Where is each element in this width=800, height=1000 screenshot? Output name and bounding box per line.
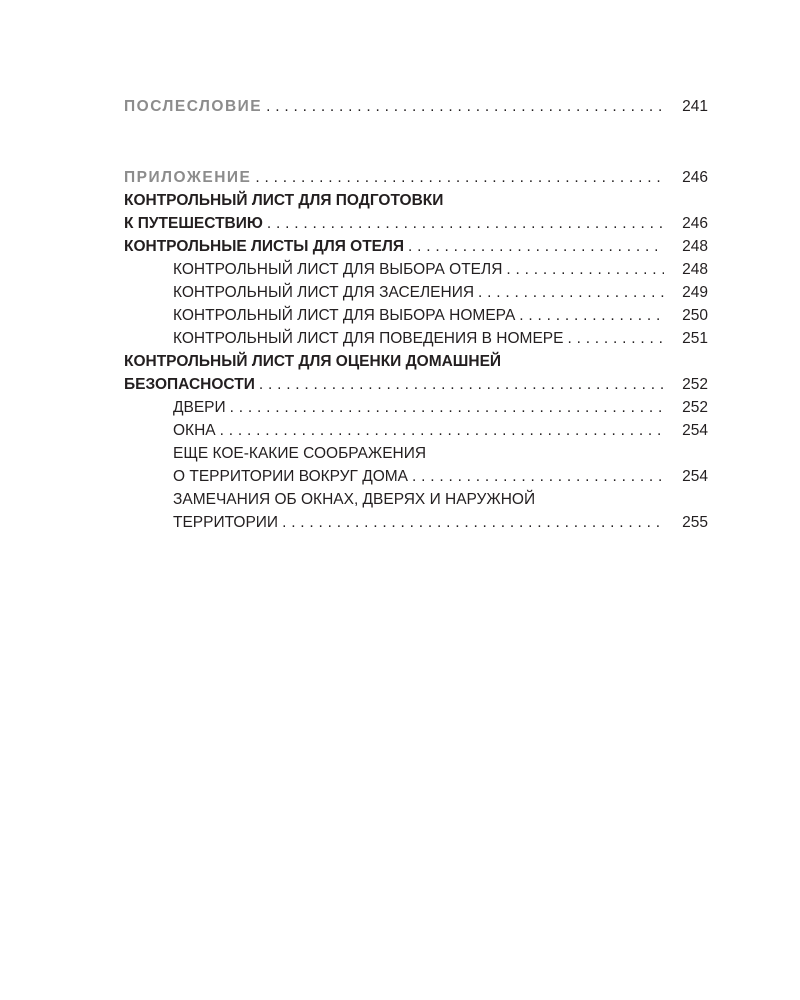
dot-leader — [230, 396, 664, 419]
toc-entry-title: КОНТРОЛЬНЫЙ ЛИСТ ДЛЯ ВЫБОРА НОМЕРА — [173, 307, 516, 324]
toc-page-number: 248 — [682, 238, 708, 255]
toc-entry-home-safety[interactable] — [124, 373, 708, 396]
toc-entry-title: ПОСЛЕСЛОВИЕ — [124, 98, 263, 115]
dot-leader — [567, 327, 664, 350]
toc-page-number: 254 — [682, 422, 708, 439]
dot-leader — [408, 235, 664, 258]
toc-entry-room-behavior[interactable] — [124, 327, 708, 350]
toc-page-number: 241 — [682, 98, 708, 115]
dot-leader — [266, 95, 664, 118]
toc-page-number: 252 — [682, 399, 708, 416]
toc-page-number: 246 — [682, 169, 708, 186]
toc-entry-title: ОКНА — [173, 422, 216, 439]
toc-entry-title: КОНТРОЛЬНЫЙ ЛИСТ ДЛЯ ПОВЕДЕНИЯ В НОМЕРЕ — [173, 330, 564, 347]
toc-entry-title: ЕЩЕ КОЕ-КАКИЕ СООБРАЖЕНИЯ — [173, 445, 427, 462]
dot-leader — [259, 373, 664, 396]
dot-leader — [412, 465, 664, 488]
toc-entry-territory[interactable] — [124, 465, 708, 488]
toc-entry-appendix[interactable] — [124, 166, 708, 189]
toc-entry-home-safety-line1[interactable] — [124, 350, 708, 373]
toc-page-number: 248 — [682, 261, 708, 278]
toc-entry-windows[interactable] — [124, 419, 708, 442]
dot-leader — [220, 419, 664, 442]
dot-leader — [478, 281, 664, 304]
toc-entry-room-choice[interactable] — [124, 304, 708, 327]
toc-entry-title: КОНТРОЛЬНЫЕ ЛИСТЫ ДЛЯ ОТЕЛЯ — [124, 238, 405, 255]
table-of-contents — [124, 95, 708, 534]
toc-entry-title: КОНТРОЛЬНЫЙ ЛИСТ ДЛЯ ЗАСЕЛЕНИЯ — [173, 284, 475, 301]
dot-leader — [506, 258, 664, 281]
toc-entry-afterword[interactable] — [124, 95, 708, 118]
toc-page-number: 254 — [682, 468, 708, 485]
toc-page-number: 249 — [682, 284, 708, 301]
toc-entry-title: ЗАМЕЧАНИЯ ОБ ОКНАХ, ДВЕРЯХ И НАРУЖНОЙ — [173, 491, 536, 508]
toc-entry-travel-checklist-line1[interactable] — [124, 189, 708, 212]
toc-entry-title: ТЕРРИТОРИИ — [173, 514, 279, 531]
toc-entry-hotel-choice[interactable] — [124, 258, 708, 281]
dot-leader — [267, 212, 664, 235]
toc-entry-territory-line1[interactable] — [124, 442, 708, 465]
toc-entry-remarks[interactable] — [124, 511, 708, 534]
toc-entry-title: КОНТРОЛЬНЫЙ ЛИСТ ДЛЯ ПОДГОТОВКИ — [124, 192, 444, 209]
toc-entry-title: КОНТРОЛЬНЫЙ ЛИСТ ДЛЯ ВЫБОРА ОТЕЛЯ — [173, 261, 503, 278]
toc-entry-doors[interactable] — [124, 396, 708, 419]
toc-entry-travel-checklist[interactable] — [124, 212, 708, 235]
toc-entry-title: КОНТРОЛЬНЫЙ ЛИСТ ДЛЯ ОЦЕНКИ ДОМАШНЕЙ — [124, 353, 502, 370]
toc-page-number: 251 — [682, 330, 708, 347]
toc-page-number: 250 — [682, 307, 708, 324]
toc-entry-check-in[interactable] — [124, 281, 708, 304]
section-gap — [124, 118, 708, 166]
toc-page-number: 255 — [682, 514, 708, 531]
toc-entry-title: ДВЕРИ — [173, 399, 226, 416]
toc-entry-title: БЕЗОПАСНОСТИ — [124, 376, 255, 393]
toc-entry-title: О ТЕРРИТОРИИ ВОКРУГ ДОМА — [173, 468, 408, 485]
toc-page-number: 252 — [682, 376, 708, 393]
toc-page-number: 246 — [682, 215, 708, 232]
dot-leader — [282, 511, 664, 534]
toc-entry-remarks-line1[interactable] — [124, 488, 708, 511]
dot-leader — [519, 304, 664, 327]
toc-entry-hotel-checklists[interactable] — [124, 235, 708, 258]
toc-entry-title: К ПУТЕШЕСТВИЮ — [124, 215, 263, 232]
toc-entry-title: ПРИЛОЖЕНИЕ — [124, 169, 252, 186]
dot-leader — [255, 166, 664, 189]
